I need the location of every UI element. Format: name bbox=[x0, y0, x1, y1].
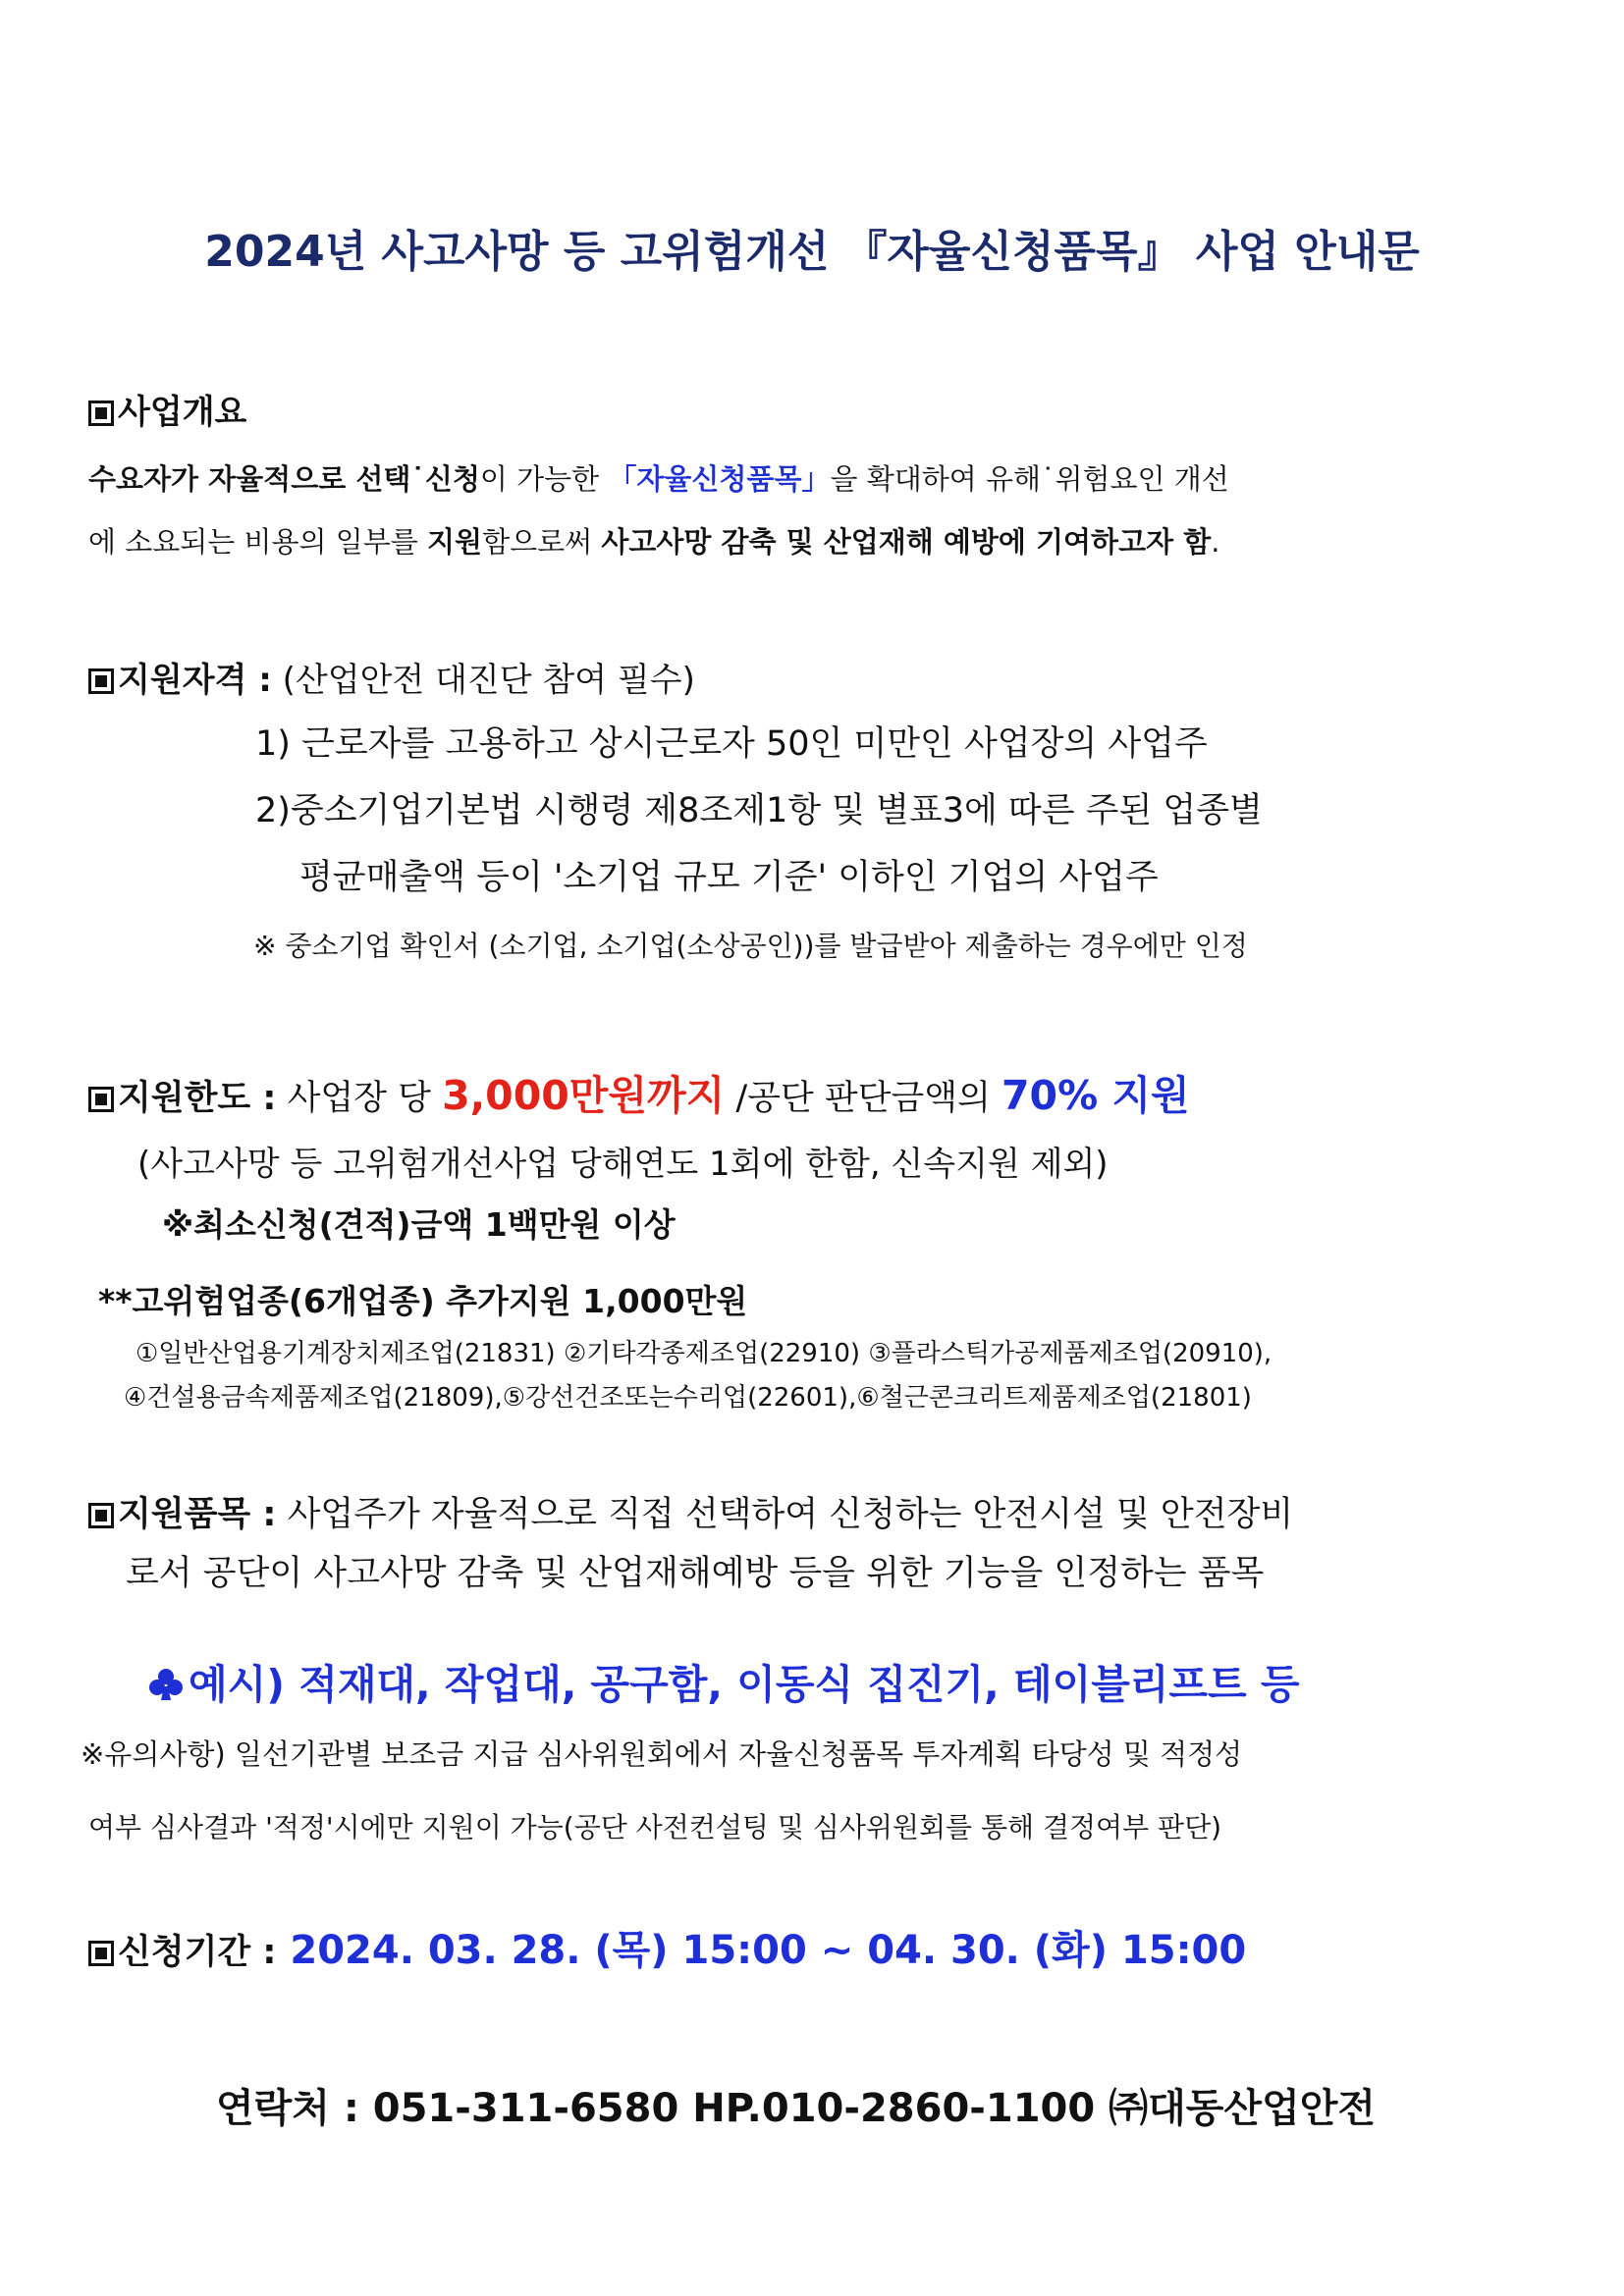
period-row bbox=[88, 1919, 1246, 1975]
overview-line-1 bbox=[88, 457, 1229, 498]
industry-list-1: ①일반산업용기계장치제조업(21831) ②기타각종제조업(22910) ③플라스틱가공제품제조업(20910), bbox=[135, 1339, 1272, 1368]
eligibility-heading: 지원자격 : bbox=[118, 661, 272, 700]
limit-text: 사업장 당 bbox=[276, 1079, 443, 1118]
limit-heading: 지원한도 : bbox=[118, 1079, 277, 1118]
items-text: 사업주가 자율적으로 직접 선택하여 신청하는 안전시설 및 안전장비 bbox=[276, 1495, 1294, 1534]
items-heading: 지원품목 : bbox=[118, 1495, 277, 1534]
square-bullet-icon bbox=[88, 400, 114, 426]
overview-text: . bbox=[1211, 525, 1220, 559]
overview-heading-row bbox=[88, 385, 246, 433]
overview-heading: 사업개요 bbox=[118, 393, 247, 432]
limit-row bbox=[88, 1063, 1190, 1121]
page-title: 2024년 사고사망 등 고위험개선 『자율신청품목』 사업 안내문 bbox=[204, 227, 1420, 277]
items-line-2: 로서 공단이 사고사망 감축 및 산업재해예방 등을 위한 기능을 인정하는 품목 bbox=[126, 1554, 1265, 1593]
limit-rate: 70% 지원 bbox=[1001, 1072, 1190, 1119]
caution-line-1: ※유의사항) 일선기관별 보조금 지급 심사위원회에서 자율신청품목 투자계획 타당성 및 적정성 bbox=[81, 1737, 1243, 1771]
eligibility-note: (산업안전 대진단 참여 필수) bbox=[271, 661, 695, 700]
limit-amount: 3,000만원까지 bbox=[442, 1072, 726, 1119]
caution-line-2: 여부 심사결과 '적정'시에만 지원이 가능(공단 사전컨설팅 및 심사위원회를 통해 결정여부 판단) bbox=[88, 1811, 1222, 1843]
industry-list-2: ④건설용금속제품제조업(21809),⑤강선건조또는수리업(22601),⑥철근콘크리트제품제조업(21801) bbox=[124, 1383, 1252, 1413]
overview-text: 지원 bbox=[427, 525, 483, 559]
period-value: 2024. 03. 28. (목) 15:00 ~ 04. 30. (화) 15:00 bbox=[276, 1928, 1247, 1973]
square-bullet-icon bbox=[88, 1941, 114, 1966]
overview-text: 수요자가 자율적으로 선택˙신청 bbox=[88, 462, 480, 496]
club-icon bbox=[149, 1667, 183, 1702]
limit-text: /공단 판단금액의 bbox=[725, 1079, 1002, 1118]
limit-sub: (사고사망 등 고위험개선사업 당해연도 1회에 한함, 신속지원 제외) bbox=[137, 1145, 1109, 1184]
items-example-row bbox=[149, 1652, 1300, 1710]
eligibility-item-2-cont: 평균매출액 등이 '소기업 규모 기준' 이하인 기업의 사업주 bbox=[299, 858, 1159, 897]
items-example: 예시) 적재대, 작업대, 공구함, 이동식 집진기, 테이블리프트 등 bbox=[189, 1661, 1300, 1708]
overview-text: 을 확대하여 유해˙위험요인 개선 bbox=[830, 462, 1229, 496]
square-bullet-icon bbox=[88, 668, 114, 694]
overview-text: 에 소요되는 비용의 일부를 bbox=[88, 525, 428, 559]
eligibility-item-2: 2)중소기업기본법 시행령 제8조제1항 및 별표3에 따른 주된 업종별 bbox=[255, 791, 1263, 830]
overview-text: 함으로써 bbox=[482, 525, 602, 559]
square-bullet-icon bbox=[88, 1503, 114, 1528]
limit-extra: **고위험업종(6개업종) 추가지원 1,000만원 bbox=[98, 1282, 748, 1320]
limit-min: ※최소신청(견적)금액 1백만원 이상 bbox=[162, 1205, 676, 1244]
eligibility-heading-row bbox=[88, 653, 695, 701]
contact-line: 연락처 : 051-311-6580 HP.010-2860-1100 ㈜대동산업안전 bbox=[216, 2086, 1376, 2131]
overview-text: 사고사망 감축 및 산업재해 예방에 기여하고자 함 bbox=[601, 525, 1212, 559]
square-bullet-icon bbox=[88, 1087, 114, 1112]
eligibility-remark: ※ 중소기업 확인서 (소기업, 소기업(소상공인))를 발급받아 제출하는 경우에만 인정 bbox=[253, 930, 1248, 962]
period-heading: 신청기간 : bbox=[118, 1933, 277, 1972]
overview-highlight: 「자율신청품목」 bbox=[608, 462, 831, 496]
eligibility-item-1: 1) 근로자를 고용하고 상시근로자 50인 미만인 사업장의 사업주 bbox=[255, 724, 1208, 764]
items-row bbox=[88, 1487, 1293, 1536]
overview-text: 이 가능한 bbox=[479, 462, 609, 496]
overview-line-2 bbox=[88, 520, 1219, 561]
